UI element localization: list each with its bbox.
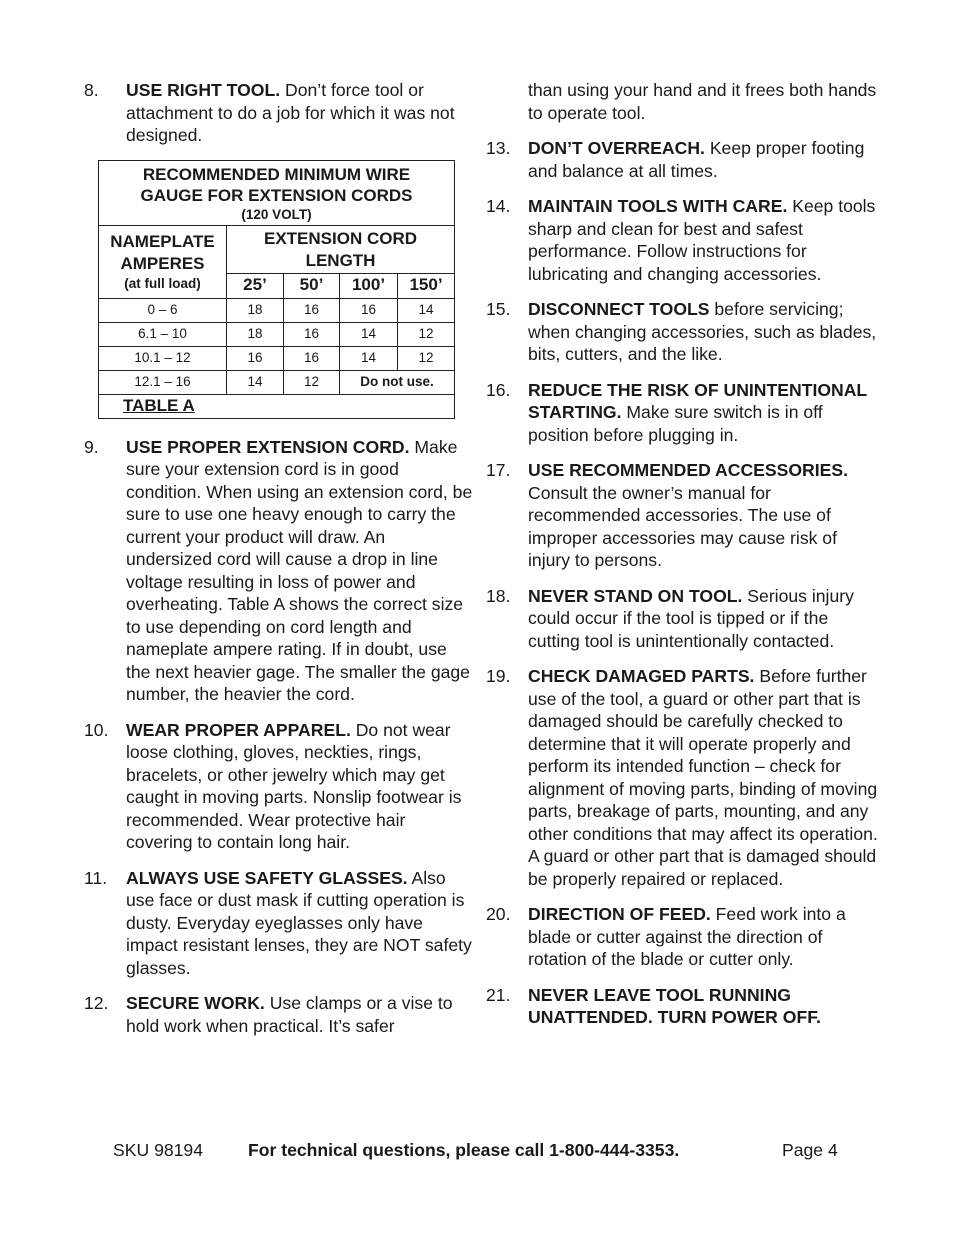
item-text: Do not wear loose clothing, gloves, neckties, rings, bracelets, or other jewelry which may get caught in moving parts. Nonslip footwear is recommended. Wear protective hair covering to contain long hair. — [126, 719, 462, 852]
item-title: DISCONNECT TOOLS — [528, 299, 710, 319]
item-number: 10. — [84, 719, 109, 740]
gauge-cell: 16 — [340, 298, 398, 322]
item-number: 15. — [486, 299, 511, 319]
item-text: Feed work into a blade or cutter against the direction of rotation of the blade or cutter only. — [528, 904, 846, 969]
nameplate-header — [99, 225, 227, 298]
item-number: 20. — [486, 904, 511, 924]
length-50: 50’ — [284, 273, 340, 298]
safety-item-20 — [486, 903, 878, 971]
item-title: NEVER STAND ON TOOL. — [528, 585, 743, 606]
item-text: before servicing; when changing accessories, such as blades, bits, cutters, and the like. — [528, 299, 877, 364]
item-text: Make sure your extension cord is in good condition. When using an extension cord, be sure to use one heavy enough to carry the current your product will draw. An undersized cord will cause a drop in line voltage resulting in loss of power and overheating. Table A shows the correct size to use depending on cord length and nameplate ampere rating. If in doubt, use the next heavier gage. The smaller the gage number, the heavier the cord. — [126, 436, 473, 704]
amps-cell: 6.1 – 10 — [99, 322, 227, 346]
item-number: 8. — [84, 80, 99, 100]
item-number: 16. — [486, 379, 511, 400]
gauge-cell: 16 — [284, 298, 340, 322]
item-title: REDUCE THE RISK OF UNINTENTIONAL STARTING. — [528, 379, 867, 422]
gauge-cell: 14 — [340, 322, 398, 346]
safety-item-17 — [486, 459, 878, 572]
item-text: Serious injury could occur if the tool is tipped or if the cutting tool is unintentionally contacted. — [528, 585, 854, 651]
right-column — [486, 79, 878, 1042]
safety-item-18 — [486, 585, 878, 653]
length-25: 25’ — [227, 273, 284, 298]
safety-item-16 — [486, 379, 878, 447]
amps-cell: 12.1 – 16 — [99, 370, 227, 394]
item-title: MAINTAIN TOOLS WITH CARE. — [528, 196, 788, 216]
item-title: USE RECOMMENDED ACCESSORIES. — [528, 460, 848, 480]
item-text: Don’t force tool or attachment to do a job for which it was not designed. — [126, 80, 455, 145]
item-text: Before further use of the tool, a guard or other part that is damaged should be carefully checked to determine that it will operate properly and perform its intended function – check for alignment of moving parts, binding of moving parts, breakage of parts, mounting, and any other conditions that may affect its operation. A guard or other part that is damaged should be properly repaired or replaced. — [528, 666, 878, 889]
extension-cord-table — [98, 160, 455, 419]
item-number: 17. — [486, 460, 511, 480]
gauge-cell: 16 — [227, 346, 284, 370]
item-number: 12. — [84, 993, 109, 1013]
left-column — [84, 79, 476, 1050]
safety-item-8 — [84, 79, 476, 147]
nameplate-line2: AMPERES — [120, 253, 205, 273]
item-text: Consult the owner’s manual for recommended accessories. The use of improper accessories may cause risk of injury to persons. — [528, 482, 837, 570]
table-title-line1: RECOMMENDED MINIMUM WIRE — [142, 164, 411, 184]
item-text: Use clamps or a vise to hold work when practical. It’s safer — [126, 993, 453, 1036]
safety-item-15 — [486, 298, 878, 366]
gauge-cell: 18 — [227, 322, 284, 346]
item-title: NEVER LEAVE TOOL RUNNING UNATTENDED. TURN POWER OFF. — [528, 984, 821, 1027]
item-number: 21. — [486, 984, 511, 1005]
gauge-cell: 14 — [227, 370, 284, 394]
item-title: WEAR PROPER APPAREL. — [126, 719, 351, 740]
item-12-continuation: than using your hand and it frees both hands to operate tool. — [528, 80, 877, 123]
gauge-cell: 16 — [284, 322, 340, 346]
item-title: USE RIGHT TOOL. — [126, 80, 281, 100]
table-voltage: (120 VOLT) — [241, 206, 312, 222]
safety-item-9 — [84, 436, 476, 706]
safety-item-14 — [486, 195, 878, 285]
gauge-cell: 16 — [284, 346, 340, 370]
table-row — [99, 370, 455, 394]
item-text: Keep tools sharp and clean for best and safest performance. Follow instructions for lubricating and changing accessories. — [528, 196, 876, 284]
item-number: 18. — [486, 585, 511, 606]
sku-number: SKU 98194 — [113, 1140, 203, 1160]
item-text: Keep proper footing and balance at all times. — [528, 138, 865, 181]
item-title: CHECK DAMAGED PARTS. — [528, 666, 755, 686]
full-load-note: (at full load) — [124, 275, 201, 291]
item-number: 14. — [486, 196, 511, 216]
gauge-cell: 12 — [398, 346, 455, 370]
amps-cell: 10.1 – 12 — [99, 346, 227, 370]
safety-item-11 — [84, 867, 476, 980]
item-title: ALWAYS USE SAFETY GLASSES. — [126, 867, 408, 888]
safety-item-12 — [84, 992, 476, 1037]
item-title: SECURE WORK. — [126, 993, 265, 1013]
table-row — [99, 298, 455, 322]
page-footer — [0, 1139, 954, 1163]
item-title: USE PROPER EXTENSION CORD. — [126, 436, 410, 457]
item-number: 19. — [486, 666, 511, 686]
table-row — [99, 322, 455, 346]
nameplate-line1: NAMEPLATE — [110, 231, 215, 251]
table-title — [99, 160, 455, 225]
tech-support-line: For technical questions, please call 1-800-444-3353. — [248, 1140, 680, 1160]
cord-length-line1: EXTENSION CORD — [263, 228, 418, 248]
safety-item-10 — [84, 719, 476, 854]
page-number: Page 4 — [782, 1140, 838, 1160]
gauge-cell: 14 — [340, 346, 398, 370]
item-title: DON’T OVERREACH. — [528, 138, 705, 158]
safety-item-21 — [486, 984, 878, 1029]
length-150: 150’ — [398, 273, 455, 298]
gauge-cell: 14 — [398, 298, 455, 322]
cord-length-line2: LENGTH — [305, 250, 376, 270]
item-text: Also use face or dust mask if cutting operation is dusty. Everyday eyeglasses only have impact resistant lenses, they are NOT safety glasses. — [126, 867, 472, 978]
item-title: DIRECTION OF FEED. — [528, 904, 711, 924]
item-number: 13. — [486, 138, 511, 158]
safety-item-19 — [486, 665, 878, 890]
table-caption-cell — [99, 394, 455, 418]
amps-cell: 0 – 6 — [99, 298, 227, 322]
table-caption: TABLE A — [123, 395, 195, 415]
table-title-line2: GAUGE FOR EXTENSION CORDS — [140, 185, 413, 205]
gauge-cell: 12 — [398, 322, 455, 346]
table-row — [99, 346, 455, 370]
item-number: 11. — [84, 867, 108, 888]
do-not-use-note: Do not use. — [340, 370, 455, 394]
safety-item-13 — [486, 137, 878, 182]
item-number: 9. — [84, 436, 99, 457]
cord-length-header — [227, 225, 455, 273]
gauge-cell: 12 — [284, 370, 340, 394]
gauge-cell: 18 — [227, 298, 284, 322]
length-100: 100’ — [340, 273, 398, 298]
item-text: Make sure switch is in off position before plugging in. — [528, 402, 823, 445]
